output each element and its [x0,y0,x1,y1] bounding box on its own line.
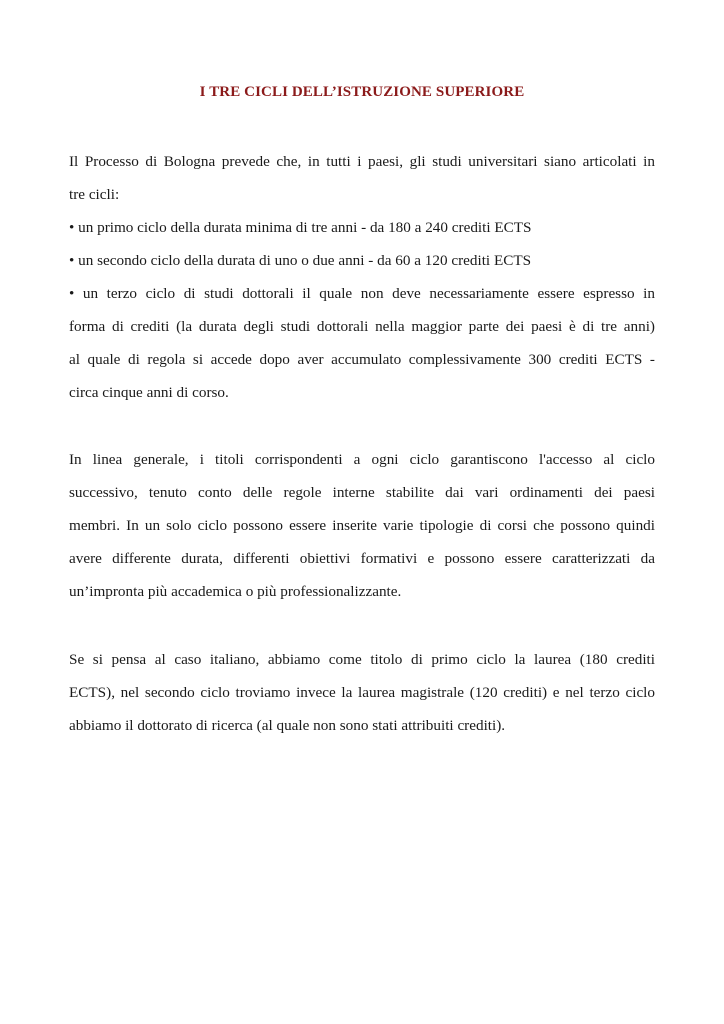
paragraph-general [69,443,655,608]
text-line: membri. In un solo ciclo possono essere inserite varie tipologie di corsi che possono quindi [69,517,655,534]
list-item-second-cycle: • un secondo ciclo della durata di uno o due anni - da 60 a 120 crediti ECTS [69,252,532,269]
text-line: un’impronta più accademica o più professionalizzante. [69,583,402,600]
text-line: circa cinque anni di corso. [69,384,229,401]
list-item-third-cycle: • un terzo ciclo di studi dottorali il quale non deve necessariamente essere espresso in [69,285,655,302]
text-line: Se si pensa al caso italiano, abbiamo come titolo di primo ciclo la laurea (180 crediti [69,651,655,668]
document-title: I TRE CICLI DELL’ISTRUZIONE SUPERIORE [199,84,525,100]
text-line: forma di crediti (la durata degli studi dottorali nella maggior parte dei paesi è di tre anni) [69,318,655,335]
text-line: successivo, tenuto conto delle regole interne stabilite dai vari ordinamenti dei paesi [69,484,655,501]
paragraph-italian-case [69,643,655,742]
text-line: In linea generale, i titoli corrispondenti a ogni ciclo garantiscono l'accesso al ciclo [69,451,655,468]
text-line: avere differente durata, differenti obiettivi formativi e possono essere caratterizzati da [69,550,655,567]
paragraph-bologna-process [69,145,655,409]
text-line: al quale di regola si accede dopo aver accumulato complessivamente 300 crediti ECTS - [69,351,655,368]
text-line: abbiamo il dottorato di ricerca (al quale non sono stati attribuiti crediti). [69,717,506,734]
text-line: ECTS), nel secondo ciclo troviamo invece la laurea magistrale (120 crediti) e nel terzo ciclo [69,684,655,701]
text-line: Il Processo di Bologna prevede che, in tutti i paesi, gli studi universitari siano articolati in [69,153,655,170]
text-line: tre cicli: [69,186,120,203]
list-item-first-cycle: • un primo ciclo della durata minima di tre anni - da 180 a 240 crediti ECTS [69,219,532,236]
